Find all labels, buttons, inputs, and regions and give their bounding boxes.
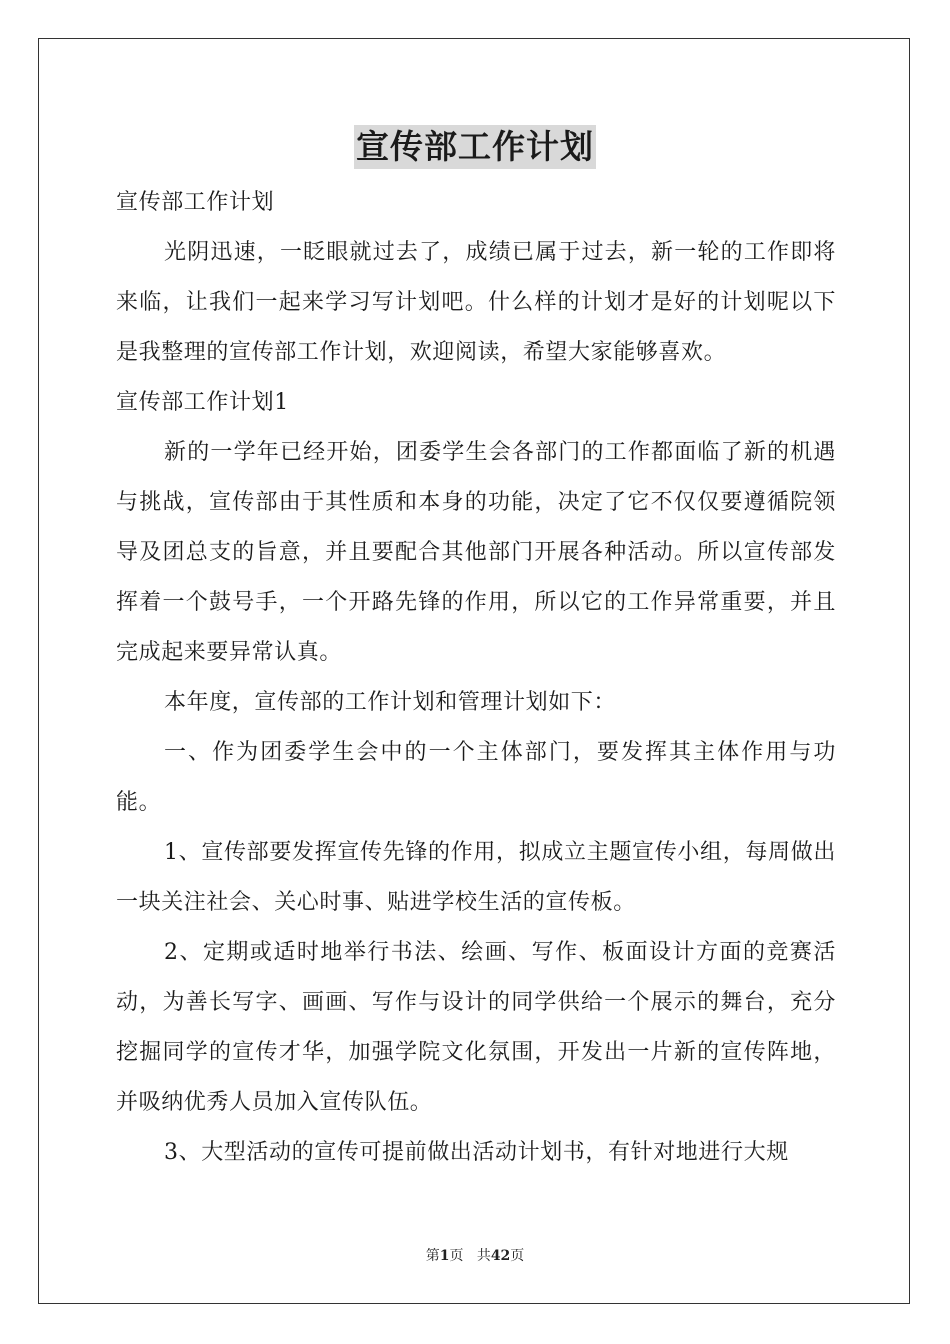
- total-prefix: 共: [476, 1248, 491, 1264]
- document-body: [116, 178, 836, 1178]
- document-title: 宣传部工作计划: [354, 125, 596, 169]
- section-heading: 宣传部工作计划1: [116, 390, 289, 415]
- total-pages: 42: [490, 1248, 511, 1264]
- page-prefix: 第: [425, 1248, 440, 1264]
- page-number: 1: [439, 1248, 450, 1264]
- body-paragraph: 一、作为团委学生会中的一个主体部门，要发挥其主体作用与功能。: [116, 740, 836, 815]
- page-footer: [0, 1246, 950, 1266]
- body-paragraph: 新的一学年已经开始，团委学生会各部门的工作都面临了新的机遇与挑战，宣传部由于其性质和本身的功能，决定了它不仅仅要遵循院领导及团总支的旨意，并且要配合其他部门开展各种活动。所以宣传部发挥着一个鼓号手，一个开路先锋的作用，所以它的工作异常重要，并且完成起来要异常认真。: [116, 440, 836, 665]
- body-paragraph: 本年度，宣传部的工作计划和管理计划如下：: [164, 690, 617, 715]
- body-paragraph: 2、定期或适时地举行书法、绘画、写作、板面设计方面的竞赛活动，为善长写字、画画、写作与设计的同学供给一个展示的舞台，充分挖掘同学的宣传才华，加强学院文化氛围，开发出一片新的宣传阵地，并吸纳优秀人员加入宣传队伍。: [116, 940, 836, 1115]
- body-paragraph: 光阴迅速，一眨眼就过去了，成绩已属于过去，新一轮的工作即将来临，让我们一起来学习写计划吧。什么样的计划才是好的计划呢以下是我整理的宣传部工作计划，欢迎阅读，希望大家能够喜欢。: [116, 240, 836, 365]
- total-suffix: 页: [510, 1248, 525, 1264]
- page-suffix: 页: [449, 1248, 464, 1264]
- body-paragraph: 1、宣传部要发挥宣传先锋的作用，拟成立主题宣传小组，每周做出一块关注社会、关心时事、贴进学校生活的宣传板。: [116, 840, 836, 915]
- body-paragraph: 3、大型活动的宣传可提前做出活动计划书，有针对地进行大规: [164, 1140, 789, 1165]
- section-heading: 宣传部工作计划: [116, 190, 275, 215]
- title-block: [0, 125, 950, 169]
